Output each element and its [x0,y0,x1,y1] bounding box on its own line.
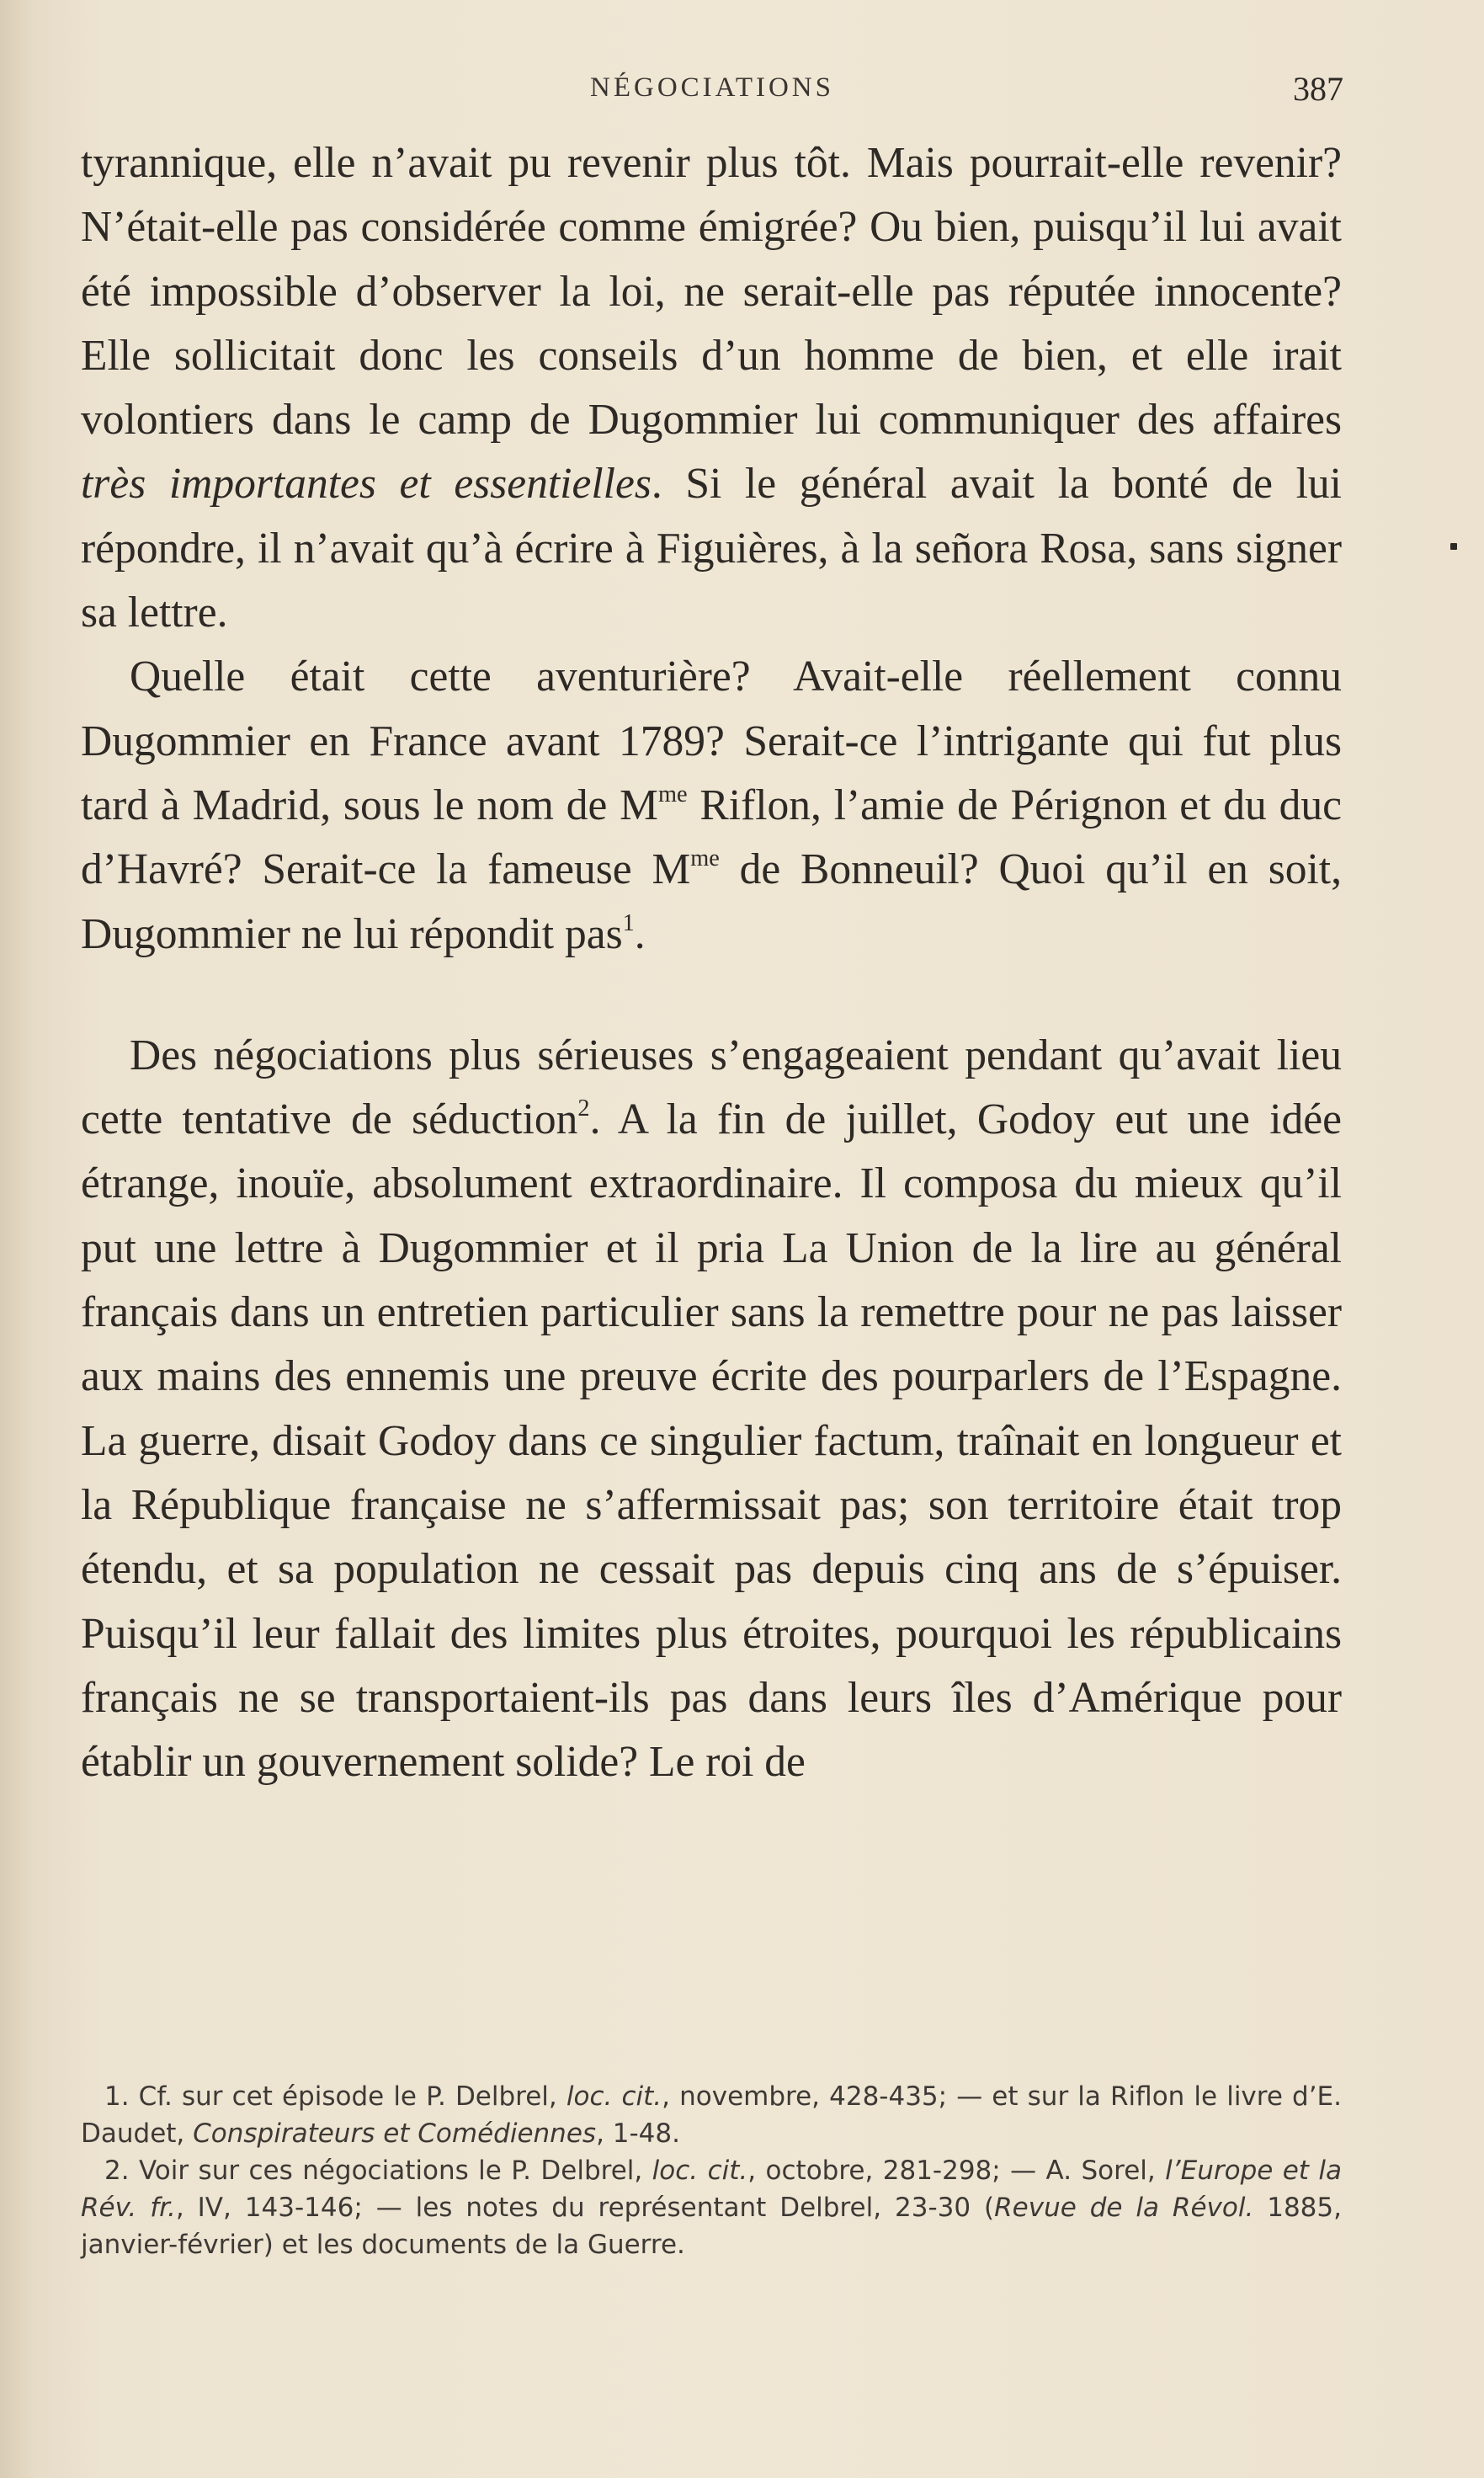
footnote-1-text-b: , novembre, 428-435; — et sur la Riflon le livre d’E. Daudet, [81,2081,1342,2149]
footnote-2-text-c: , IV, 143-146; — les notes du représentant Delbrel, 23-30 ( [175,2193,995,2223]
footnote-ref-1[interactable]: 1 [622,909,635,936]
paragraph-2-superscript-2: me [690,845,720,872]
paragraph-3-text-a: Des négociations plus sérieuses s’engageaient pendant qu’avait lieu cette tentative de séduction [81,1031,1342,1144]
paragraph-2 [81,645,1342,966]
paragraph-2-superscript-1: me [657,781,688,807]
footnote-2-text-a: 2. Voir sur ces négociations le P. Delbrel, [104,2156,652,2186]
paragraph-1-italic: très importantes et essentielles [81,460,652,509]
footnote-1 [81,2078,1342,2152]
footnote-2-text-b: , octobre, 281-298; — A. Sorel, [747,2156,1166,2186]
footnote-2-italic-2: l’Europe et la Rév. fr. [81,2156,1342,2223]
paragraph-3-text-b: . A la fin de juillet, Godoy eut une idée étrange, inouïe, absolument extraordinaire. Il composa du mieux qu’il put une lettre à Dugommier et il pria La Union de la lire au général français dans un entretien particulier sans la remettre pour ne pas laisser aux mains des ennemis une preuve écrite des pourparlers de l’Espagne. La guerre, disait Godoy dans ce singulier factum, traînait en longueur et la République française ne s’affermissait pas; son territoire était trop étendu, et sa population ne cessait pas depuis cinq ans de s’épuiser. Puisqu’il leur fallait des limites plus étroites, pourquoi les républicains français ne se transportaient-ils pas dans leurs îles d’Amérique pour établir un gouvernement solide? Le roi de [81,1095,1342,1787]
footnote-2-italic-3: Revue de la Révol. [994,2193,1254,2223]
footnote-2 [81,2152,1342,2263]
paragraph-2-text-d: . [634,909,646,958]
footnotes [81,2078,1342,2263]
paragraph-2-text-c: de Bonneuil? Quoi qu’il en soit, Dugommier ne lui répondit pas [81,845,1342,958]
page-number: 387 [1293,70,1343,108]
footnote-1-text-a: 1. Cf. sur cet épisode le P. Delbrel, [104,2081,566,2112]
footnote-2-italic-1: loc. cit. [652,2156,748,2186]
paragraph-1 [81,131,1342,645]
paragraph-3 [81,1024,1342,1795]
running-head [81,69,1343,111]
running-title: NÉGOCIATIONS [590,72,834,103]
footnote-1-italic-1: loc. cit. [566,2081,662,2112]
footnote-1-italic-2: Conspirateurs et Comédiennes [193,2118,597,2149]
paragraph-1-text-b: . Si le général avait la bonté de lui répondre, il n’avait qu’à écrire à Figuières, à la señora Rosa, sans signer sa lettre. [81,460,1342,637]
footnote-2-text-d: 1885, janvier-février) et les documents de la Guerre. [81,2193,1342,2260]
paragraph-1-text-a: tyrannique, elle n’avait pu revenir plus tôt. Mais pourrait-elle revenir? N’était-elle pas considérée comme émigrée? Ou bien, puisqu’il lui avait été impossible d’observer la loi, ne serait-elle pas réputée innocente? Elle sollicitait donc les conseils d’un homme de bien, et elle irait volontiers dans le camp de Dugommier lui communiquer des affaires [81,139,1342,445]
body-text [81,131,1342,1794]
paragraph-2-text-b: Riflon, l’amie de Pérignon et du duc d’Havré? Serait-ce la fameuse M [81,781,1342,894]
footnote-1-text-c: , 1-48. [596,2118,680,2149]
margin-mark [1450,543,1457,550]
footnote-ref-2[interactable]: 2 [577,1095,590,1122]
paragraph-2-text-a: Quelle était cette aventurière? Avait-elle réellement connu Dugommier en France avant 1789? Serait-ce l’intrigante qui fut plus tard à Madrid, sous le nom de M [81,653,1342,829]
